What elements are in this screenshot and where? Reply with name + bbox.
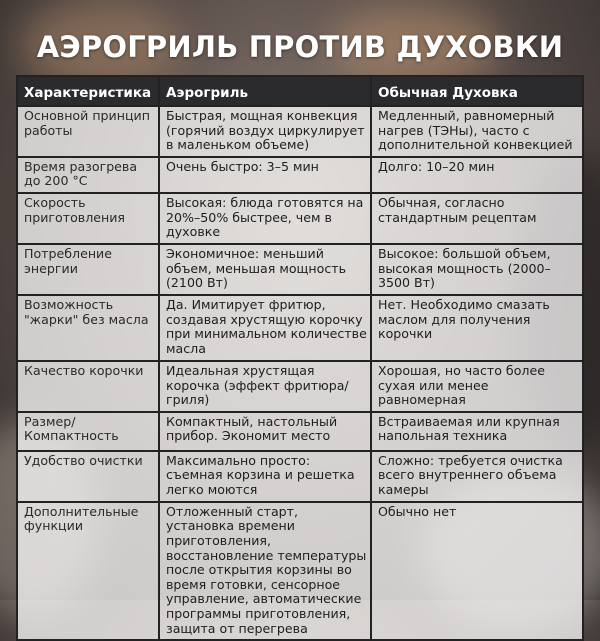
row-air-fryer-value: Очень быстро: 3–5 мин (159, 157, 371, 193)
table-row (17, 106, 583, 157)
row-characteristic: Удобство очистки (17, 451, 159, 502)
comparison-table (16, 75, 584, 641)
row-characteristic: Потребление энергии (17, 244, 159, 295)
row-characteristic: Скорость приготовления (17, 193, 159, 244)
table-row (17, 412, 583, 451)
row-air-fryer-value: Да. Имитирует фритюр, создавая хрустящую корочку при минимальном количестве масла (159, 295, 371, 361)
table-row (17, 295, 583, 361)
table-row (17, 244, 583, 295)
row-characteristic: Дополнительные функции (17, 502, 159, 640)
row-oven-value: Долго: 10–20 мин (371, 157, 583, 193)
row-characteristic: Размер/ Компактность (17, 412, 159, 451)
row-air-fryer-value: Быстрая, мощная конвекция (горячий воздух циркулирует в маленьком объеме) (159, 106, 371, 157)
row-air-fryer-value: Идеальная хрустящая корочка (эффект фритюра/гриля) (159, 361, 371, 412)
table-header (17, 76, 583, 106)
table-row (17, 157, 583, 193)
row-air-fryer-value: Максимально просто: съемная корзина и решетка легко моются (159, 451, 371, 502)
header-characteristic: Характеристика (17, 76, 159, 106)
row-oven-value: Нет. Необходимо смазать маслом для получения корочки (371, 295, 583, 361)
table-row (17, 451, 583, 502)
row-air-fryer-value: Высокая: блюда готовятся на 20%–50% быстрее, чем в духовке (159, 193, 371, 244)
table-row (17, 193, 583, 244)
header-air-fryer: Аэрогриль (159, 76, 371, 106)
row-air-fryer-value: Отложенный старт, установка времени приготовления, восстановление температуры после открытия корзины во время готовки, сенсорное управление, автоматические программы приготовления, защита от перегрева (159, 502, 371, 640)
header-oven: Обычная Духовка (371, 76, 583, 106)
row-oven-value: Обычная, согласно стандартным рецептам (371, 193, 583, 244)
row-air-fryer-value: Компактный, настольный прибор. Экономит место (159, 412, 371, 451)
row-oven-value: Обычно нет (371, 502, 583, 640)
header-row (17, 76, 583, 106)
row-characteristic: Основной принцип работы (17, 106, 159, 157)
row-characteristic: Качество корочки (17, 361, 159, 412)
row-air-fryer-value: Экономичное: меньший объем, меньшая мощность (2100 Вт) (159, 244, 371, 295)
row-oven-value: Медленный, равномерный нагрев (ТЭНы), часто с дополнительной конвекцией (371, 106, 583, 157)
row-characteristic: Возможность "жарки" без масла (17, 295, 159, 361)
page-title: АЭРОГРИЛЬ ПРОТИВ ДУХОВКИ (36, 30, 564, 64)
row-characteristic: Время разогрева до 200 °C (17, 157, 159, 193)
row-oven-value: Высокое: большой объем, высокая мощность (2000–3500 Вт) (371, 244, 583, 295)
table-row (17, 361, 583, 412)
row-oven-value: Хорошая, но часто более сухая или менее равномерная (371, 361, 583, 412)
row-oven-value: Встраиваемая или крупная напольная техника (371, 412, 583, 451)
row-oven-value: Сложно: требуется очистка всего внутреннего объема камеры (371, 451, 583, 502)
table-row (17, 502, 583, 640)
